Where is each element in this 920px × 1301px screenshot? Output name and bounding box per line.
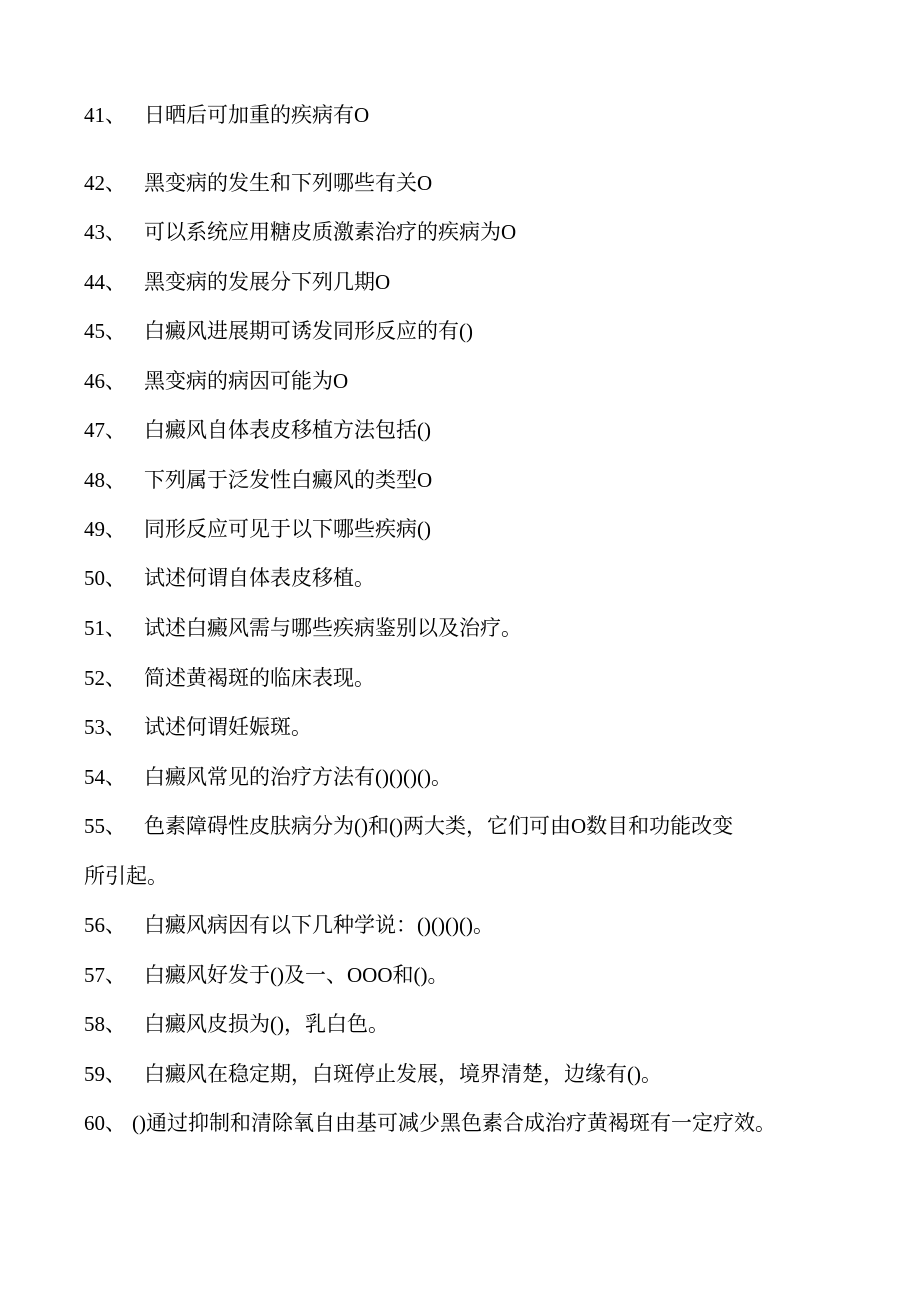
question-text: 简述黄褐斑的临床表现。 (144, 666, 375, 690)
question-text: 白癜风进展期可诱发同形反应的有() (144, 319, 473, 343)
question-number: 41、 (84, 103, 126, 127)
question-number: 58、 (84, 1012, 126, 1036)
question-number: 42、 (84, 171, 126, 195)
question-45 (84, 306, 824, 356)
question-text: 黑变病的病因可能为O (144, 369, 349, 393)
question-text: 白癜风病因有以下几种学说：()()()()。 (144, 913, 494, 937)
question-51 (84, 603, 824, 653)
question-number: 50、 (84, 566, 126, 590)
question-number: 46、 (84, 369, 126, 393)
question-text: 同形反应可见于以下哪些疾病() (144, 517, 431, 541)
question-number: 51、 (84, 616, 126, 640)
question-57 (84, 950, 824, 1000)
question-text: 白癜风自体表皮移植方法包括() (144, 418, 431, 442)
question-text: 下列属于泛发性白癜风的类型O (144, 468, 433, 492)
question-number: 47、 (84, 418, 126, 442)
question-number: 56、 (84, 913, 126, 937)
question-41 (84, 90, 824, 140)
question-text: 白癜风在稳定期，白斑停止发展，境界清楚，边缘有()。 (144, 1062, 662, 1086)
question-number: 57、 (84, 963, 126, 987)
question-55-continuation: 所引起。 (84, 864, 168, 888)
question-60 (84, 1098, 824, 1148)
question-number: 48、 (84, 468, 126, 492)
question-number: 53、 (84, 715, 126, 739)
question-54 (84, 752, 824, 802)
question-text: 白癜风皮损为()，乳白色。 (144, 1012, 389, 1036)
question-text: 白癜风常见的治疗方法有()()()()。 (144, 765, 452, 789)
question-text: 可以系统应用糖皮质激素治疗的疾病为O (144, 220, 517, 244)
question-43 (84, 207, 824, 257)
question-text: 试述何谓妊娠斑。 (144, 715, 312, 739)
question-number: 45、 (84, 319, 126, 343)
question-number: 44、 (84, 270, 126, 294)
question-text: 日晒后可加重的疾病有O (144, 103, 370, 127)
question-50 (84, 553, 824, 603)
question-58 (84, 999, 824, 1049)
question-number: 52、 (84, 666, 126, 690)
question-46 (84, 356, 824, 406)
question-59 (84, 1049, 824, 1099)
question-55 (84, 801, 824, 851)
question-number: 54、 (84, 765, 126, 789)
question-number: 43、 (84, 220, 126, 244)
question-47 (84, 405, 824, 455)
question-text: 黑变病的发生和下列哪些有关O (144, 171, 433, 195)
question-52 (84, 653, 824, 703)
question-text: 白癜风好发于()及一、OOO和()。 (144, 963, 449, 987)
question-number: 49、 (84, 517, 126, 541)
question-44 (84, 257, 824, 307)
question-number: 60、 (84, 1111, 126, 1135)
question-56 (84, 900, 824, 950)
question-53 (84, 702, 824, 752)
question-number: 55、 (84, 814, 126, 838)
question-49 (84, 504, 824, 554)
question-42 (84, 158, 824, 208)
question-number: 59、 (84, 1062, 126, 1086)
question-text: ()通过抑制和清除氧自由基可减少黑色素合成治疗黄褐斑有一定疗效。 (132, 1111, 776, 1135)
question-text: 色素障碍性皮肤病分为()和()两大类，它们可由O数目和功能改变 (144, 814, 734, 838)
question-48 (84, 455, 824, 505)
question-text: 试述白癜风需与哪些疾病鉴别以及治疗。 (144, 616, 522, 640)
question-text: 黑变病的发展分下列几期O (144, 270, 391, 294)
question-text: 试述何谓自体表皮移植。 (144, 566, 375, 590)
